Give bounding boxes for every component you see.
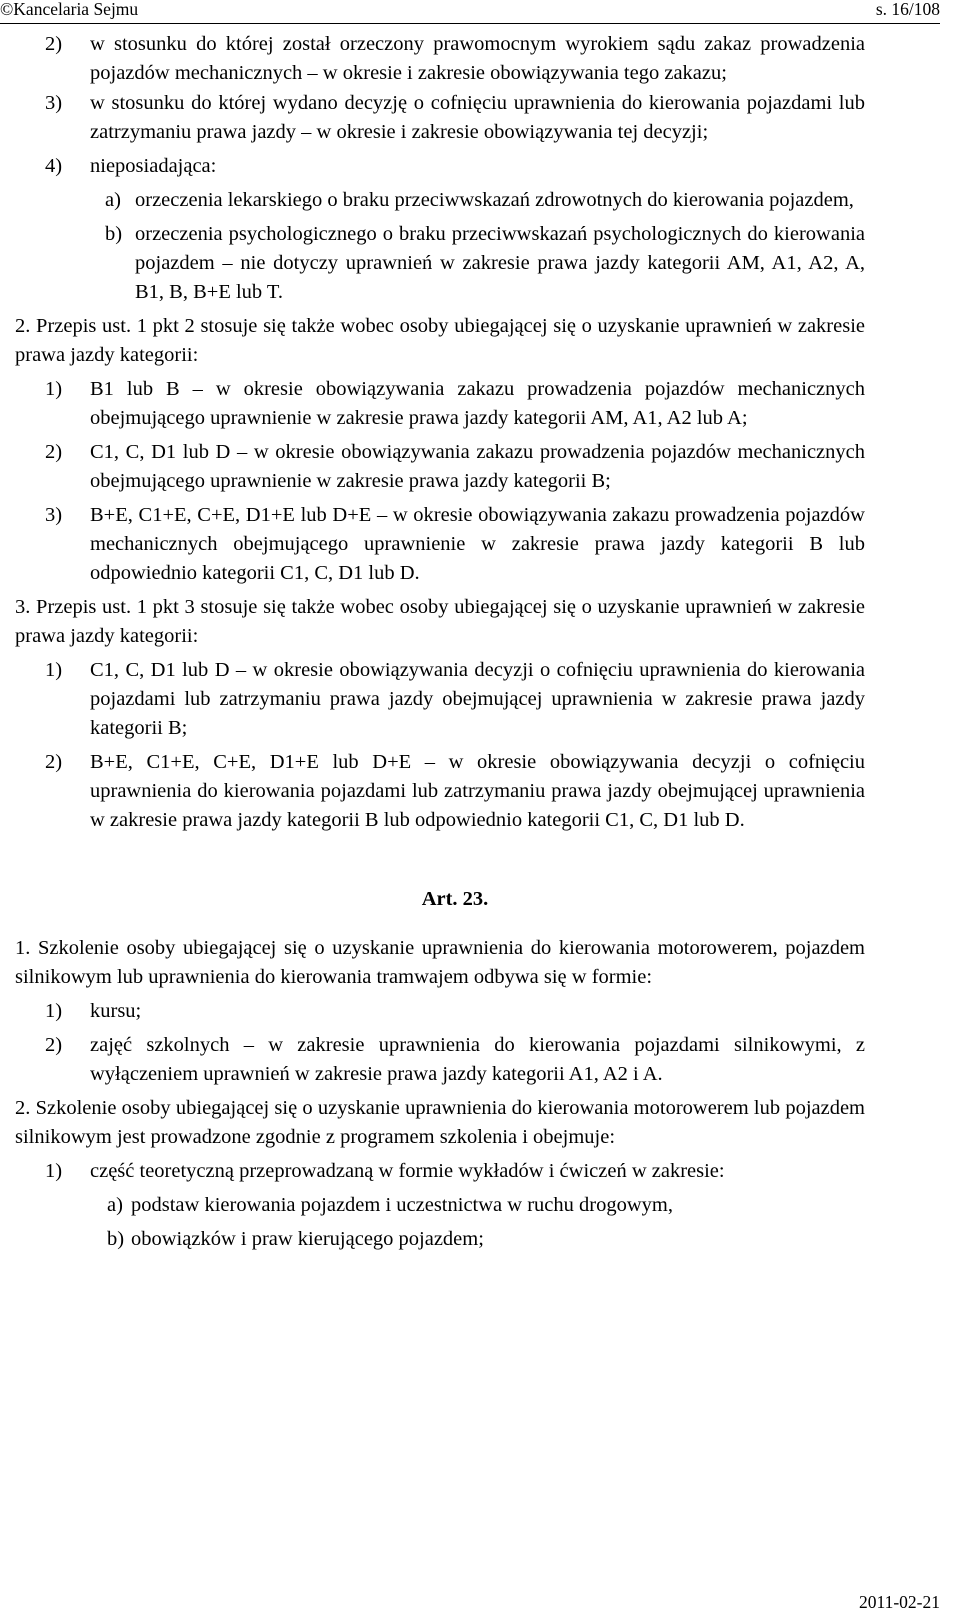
- item-label: 2): [45, 33, 63, 55]
- paragraph-text: Przepis ust. 1 pkt 3 stosuje się także wobec osoby ubiegającej się o uzyskanie uprawnień w zakresie prawa jazdy kategorii:: [15, 596, 865, 647]
- item-text: B+E, C1+E, C+E, D1+E lub D+E – w okresie obowiązywania decyzji o cofnięciu uprawnienia do kierowania pojazdami lub zatrzymaniu prawa jazdy obejmującej uprawnienia w zakresie prawa jazdy kategorii B lub odpowiednio kategorii C1, C, D1 lub D.: [90, 751, 865, 831]
- list-item: [45, 1031, 865, 1089]
- list-item: [45, 30, 865, 88]
- item-label: 2): [45, 441, 63, 463]
- item-text: w stosunku do której wydano decyzję o cofnięciu uprawnienia do kierowania pojazdami lub zatrzymaniu prawa jazdy – w okresie i zakresie obowiązywania tej decyzji;: [90, 92, 865, 143]
- item-label: 1): [45, 1160, 63, 1182]
- paragraph-text: Szkolenie osoby ubiegającej się o uzyskanie uprawnienia do kierowania motorowerem, pojazdem silnikowym lub uprawnienia do kierowania tramwajem odbywa się w formie:: [15, 937, 865, 988]
- footer-date: 2011-02-21: [858, 1592, 940, 1612]
- item-text: część teoretyczną przeprowadzaną w formie wykładów i ćwiczeń w zakresie:: [90, 1160, 725, 1182]
- sub-list-item: [107, 1191, 865, 1220]
- list-item: [45, 1157, 865, 1186]
- paragraph-label: 1.: [15, 937, 31, 959]
- item-label: 1): [45, 659, 63, 681]
- header-publisher: ©Kancelaria Sejmu: [0, 0, 139, 19]
- item-text: zajęć szkolnych – w zakresie uprawnienia do kierowania pojazdami silnikowymi, z wyłączeniem uprawnień w zakresie prawa jazdy kategorii A1, A2 i A.: [90, 1034, 865, 1085]
- item-text: kursu;: [90, 1000, 142, 1022]
- item-label: 1): [45, 378, 63, 400]
- paragraph-art23-ust-2: [15, 1094, 865, 1152]
- paragraph-label: 3.: [15, 596, 31, 618]
- list-item: [45, 438, 865, 496]
- item-label: 1): [45, 1000, 63, 1022]
- list-item: [45, 375, 865, 433]
- item-label: 2): [45, 1034, 63, 1056]
- item-text: C1, C, D1 lub D – w okresie obowiązywania decyzji o cofnięciu uprawnienia do kierowania pojazdami lub zatrzymaniu prawa jazdy obejmującej uprawnienia w zakresie prawa jazdy kategorii B;: [90, 659, 865, 739]
- article-title: Art. 23.: [421, 888, 489, 910]
- sub-list-item: [107, 1225, 865, 1254]
- paragraph-text: Szkolenie osoby ubiegającej się o uzyskanie uprawnienia do kierowania motorowerem lub pojazdem silnikowym jest prowadzone zgodnie z programem szkolenia i obejmuje:: [15, 1097, 866, 1148]
- item-label: 3): [45, 92, 63, 114]
- list-item: [45, 501, 865, 588]
- list-item: [45, 748, 865, 835]
- item-label: 4): [45, 155, 63, 177]
- item-text: B+E, C1+E, C+E, D1+E lub D+E – w okresie obowiązywania zakazu prowadzenia pojazdów mechanicznych obejmującego uprawnienie w zakresie prawa jazdy kategorii B lub odpowiednio kategorii C1, C, D1 lub D.: [90, 504, 865, 584]
- item-text: orzeczenia lekarskiego o braku przeciwwskazań zdrowotnych do kierowania pojazdem,: [135, 189, 854, 211]
- item-text: orzeczenia psychologicznego o braku przeciwwskazań psychologicznych do kierowania pojazdem – nie dotyczy uprawnień w zakresie prawa jazdy kategorii AM, A1, A2, A, B1, B, B+E lub T.: [135, 223, 865, 303]
- item-text: nieposiadająca:: [90, 155, 217, 177]
- list-item: [45, 656, 865, 743]
- item-label: 3): [45, 504, 63, 526]
- item-label: 2): [45, 751, 63, 773]
- item-label: b): [105, 223, 123, 245]
- paragraph-ust-3: [15, 593, 865, 651]
- list-item: [45, 152, 865, 181]
- list-item: [45, 89, 865, 147]
- paragraph-ust-2: [15, 312, 865, 370]
- paragraph-label: 2.: [15, 315, 31, 337]
- item-text: B1 lub B – w okresie obowiązywania zakazu prowadzenia pojazdów mechanicznych obejmującego uprawnienie w zakresie prawa jazdy kategorii AM, A1, A2 lub A;: [90, 378, 865, 429]
- header-divider: [0, 23, 940, 24]
- item-text: obowiązków i praw kierującego pojazdem;: [131, 1228, 484, 1250]
- sub-list-item: [90, 220, 865, 307]
- item-text: podstaw kierowania pojazdem i uczestnictwa w ruchu drogowym,: [131, 1194, 673, 1216]
- item-text: w stosunku do której został orzeczony prawomocnym wyrokiem sądu zakaz prowadzenia pojazdów mechanicznych – w okresie i zakresie obowiązywania tego zakazu;: [90, 33, 865, 84]
- document-body: [15, 30, 866, 1254]
- header-page-number: s. 16/108: [875, 0, 940, 19]
- paragraph-text: Przepis ust. 1 pkt 2 stosuje się także wobec osoby ubiegającej się o uzyskanie uprawnień w zakresie prawa jazdy kategorii:: [15, 315, 865, 366]
- list-item: [45, 997, 865, 1026]
- item-label: a): [105, 189, 121, 211]
- paragraph-label: 2.: [15, 1097, 31, 1119]
- item-label: b): [107, 1228, 125, 1250]
- item-text: C1, C, D1 lub D – w okresie obowiązywania zakazu prowadzenia pojazdów mechanicznych obejmującego uprawnienie w zakresie prawa jazdy kategorii B;: [90, 441, 865, 492]
- paragraph-art23-ust-1: [15, 934, 865, 992]
- item-label: a): [107, 1194, 123, 1216]
- sub-list-item: [90, 186, 865, 215]
